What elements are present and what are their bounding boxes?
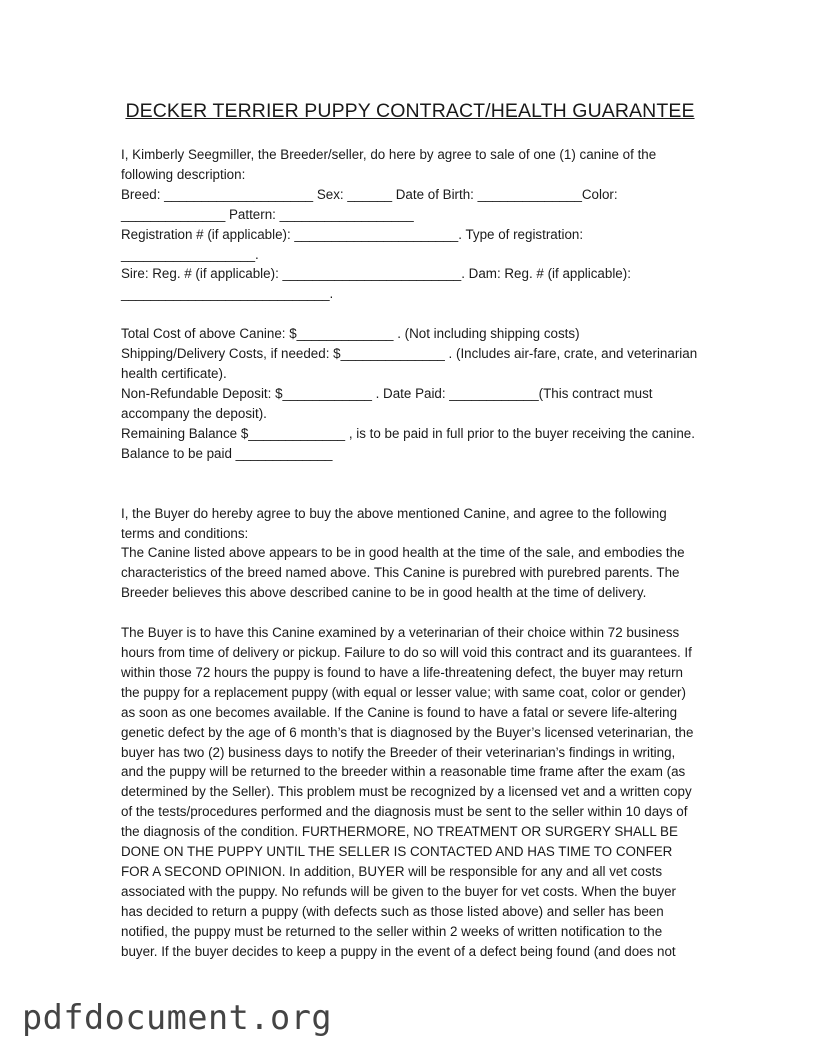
text-line: I, the Buyer do hereby agree to buy the above mentioned Canine, and agree to the following <box>121 505 667 521</box>
text-line: buyer has two (2) business days to notify the Breeder of their veterinarian’s findings in writing, <box>121 744 676 760</box>
spacer <box>121 464 706 504</box>
text-line: Remaining Balance $_____________ , is to be paid in full prior to the buyer receiving the canine. <box>121 425 695 441</box>
text-line: The Canine listed above appears to be in good health at the time of the sale, and embodies the <box>121 545 685 561</box>
text-line: hours from time of delivery or pickup. Failure to do so will void this contract and its guarantees. If <box>121 645 692 661</box>
text-line: FOR A SECOND OPINION. In addition, BUYER will be responsible for any and all vet costs <box>121 864 663 879</box>
guarantee-section <box>121 623 706 961</box>
text-line: Shipping/Delivery Costs, if needed: $______________ . (Includes air-fare, crate, and veterinarian <box>121 346 698 362</box>
text-line: notified, the puppy must be returned to the seller within 2 weeks of written notification to the <box>121 923 663 939</box>
text-line: within those 72 hours the puppy is found to have a life-threatening defect, the buyer may return <box>121 664 684 680</box>
text-line: Registration # (if applicable): ______________________. Type of registration: <box>121 226 584 242</box>
text-line: Breed: ____________________ Sex: ______ Date of Birth: ______________Color: <box>121 186 618 202</box>
document-title: DECKER TERRIER PUPPY CONTRACT/HEALTH GUARANTEE <box>125 100 695 122</box>
text-line: ______________ Pattern: __________________ <box>121 206 414 222</box>
text-line: accompany the deposit). <box>121 405 267 421</box>
document-body <box>121 145 706 962</box>
cost-section <box>121 324 706 463</box>
text-line: of the tests/procedures performed and the diagnosis must be sent to the seller within 10 days of <box>121 804 688 820</box>
text-line: and the puppy will be returned to the breeder within a reasonable time frame after the exam (as <box>121 764 686 780</box>
text-line: characteristics of the breed named above. This Canine is purebred with purebred parents. The <box>121 565 680 581</box>
text-line: buyer. If the buyer decides to keep a puppy in the event of a defect being found (and does not <box>121 943 676 959</box>
text-line: health certificate). <box>121 366 227 382</box>
text-line: determined by the Seller). This problem must be recognized by a licensed vet and a written copy <box>121 784 692 800</box>
text-line: The Buyer is to have this Canine examined by a veterinarian of their choice within 72 business <box>121 625 680 641</box>
spacer <box>121 304 706 324</box>
seller-section <box>121 145 706 304</box>
text-line: the puppy for a replacement puppy (with equal or lesser value; with same coat, color or gender) <box>121 684 686 700</box>
text-line: ____________________________. <box>121 286 334 302</box>
text-line: genetic defect by the age of 6 month’s that is diagnosed by the Buyer’s licensed veterinarian, the <box>121 724 694 740</box>
text-line: as soon as one becomes available. If the Canine is found to have a fatal or severe life-altering <box>121 704 678 720</box>
spacer <box>121 603 706 623</box>
text-line: associated with the puppy. No refunds will be given to the buyer for vet costs. When the buyer <box>121 883 677 899</box>
text-line: following description: <box>121 166 246 182</box>
text-line: Non-Refundable Deposit: $____________ . Date Paid: ____________(This contract must <box>121 385 653 401</box>
text-line: DONE ON THE PUPPY UNTIL THE SELLER IS CONTACTED AND HAS TIME TO CONFER <box>121 844 673 860</box>
text-line: Breeder believes this above described canine to be in good health at the time of delivery. <box>121 585 647 601</box>
text-line: Sire: Reg. # (if applicable): ________________________. Dam: Reg. # (if applicable): <box>121 266 631 282</box>
text-line: the diagnosis of the condition. FURTHERMORE, NO TREATMENT OR SURGERY SHALL BE <box>121 824 678 840</box>
buyer-section <box>121 504 706 604</box>
text-line: terms and conditions: <box>121 525 249 541</box>
text-line: __________________. <box>121 246 259 262</box>
text-line: has decided to return a puppy (with defects such as those listed above) and seller has been <box>121 903 664 919</box>
text-line: I, Kimberly Seegmiller, the Breeder/seller, do here by agree to sale of one (1) canine of the <box>121 147 657 162</box>
text-line: Total Cost of above Canine: $_____________ . (Not including shipping costs) <box>121 326 580 342</box>
watermark: pdfdocument.org <box>22 998 333 1037</box>
text-line: Balance to be paid _____________ <box>121 445 333 461</box>
